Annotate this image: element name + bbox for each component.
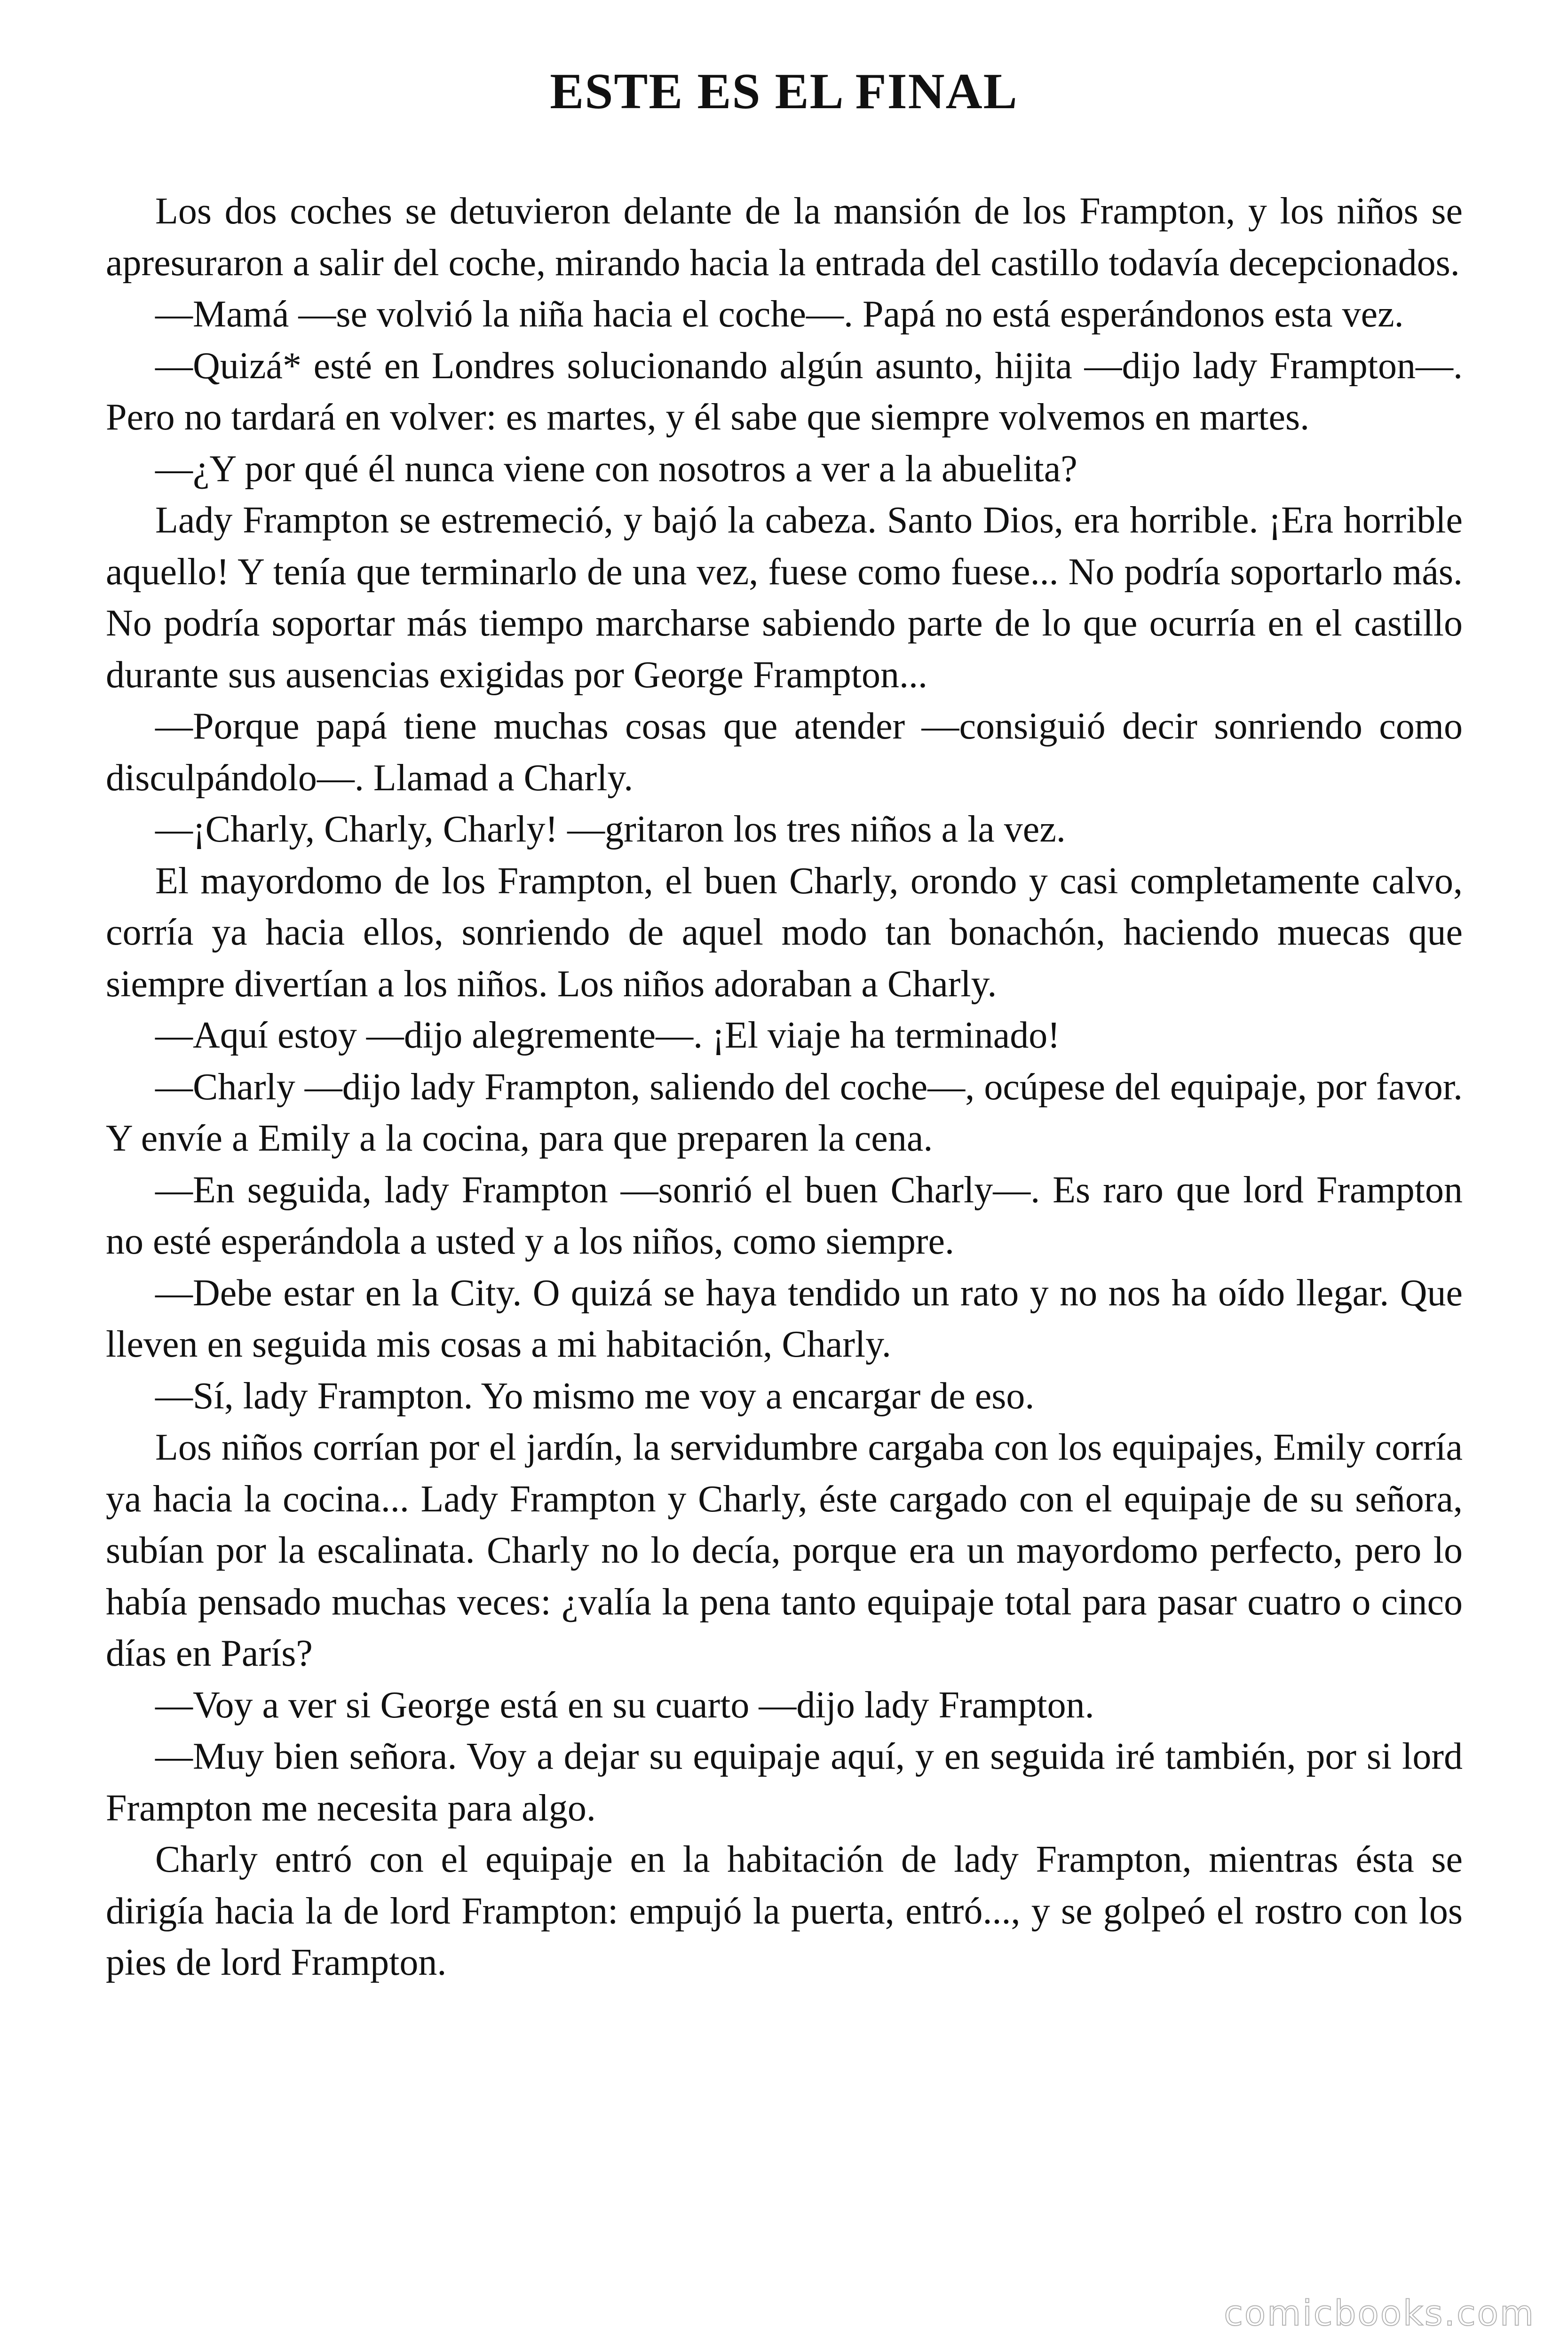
paragraph: —Mamá —se volvió la niña hacia el coche—. Papá no está esperándonos esta vez. <box>155 294 1404 335</box>
paragraph: Los dos coches se detuvieron delante de la mansión de los Frampton, y los niños se apresuraron a salir del coche, mirando hacia la entrada del castillo todavía decepcionados. <box>106 191 1463 284</box>
paragraph: El mayordomo de los Frampton, el buen Charly, orondo y casi completamente calvo, corría ya hacia ellos, sonriendo de aquel modo tan bonachón, haciendo muecas que siempre divertían a los niños. Los niños adoraban a Charly. <box>106 860 1463 1005</box>
paragraph: —¿Y por qué él nunca viene con nosotros a ver a la abuelita? <box>155 448 1077 490</box>
paragraph: —Muy bien señora. Voy a dejar su equipaje aquí, y en seguida iré también, por si lord Frampton me necesita para algo. <box>106 1736 1463 1829</box>
paragraph: Los niños corrían por el jardín, la servidumbre cargaba con los equipajes, Emily corría ya hacia la cocina... Lady Frampton y Charly, éste cargado con el equipaje de su señora, subían por la escalinata. Charly no lo decía, porque era un mayordomo perfecto, pero lo había pensado muchas veces: ¿valía la pena tanto equipaje total para pasar cuatro o cinco días en París? <box>106 1427 1463 1674</box>
page-title: ESTE ES EL FINAL <box>550 64 1018 119</box>
paragraph: —Debe estar en la City. O quizá se haya tendido un rato y no nos ha oído llegar. Que lleven en seguida mis cosas a mi habitación, Charly. <box>106 1272 1463 1365</box>
paragraph: —Voy a ver si George está en su cuarto —dijo lady Frampton. <box>155 1684 1094 1726</box>
paragraph: —¡Charly, Charly, Charly! —gritaron los tres niños a la vez. <box>155 809 1066 850</box>
paragraph: —En seguida, lady Frampton —sonrió el buen Charly—. Es raro que lord Frampton no esté esperándola a usted y a los niños, como siempre. <box>106 1169 1463 1262</box>
paragraph: —Sí, lady Frampton. Yo mismo me voy a encargar de eso. <box>155 1375 1035 1417</box>
paragraph: Lady Frampton se estremeció, y bajó la cabeza. Santo Dios, era horrible. ¡Era horrible aquello! Y tenía que terminarlo de una vez, fuese como fuese... No podría soportarlo más. No podría soportar más tiempo marcharse sabiendo parte de lo que ocurría en el castillo durante sus ausencias exigidas por George Frampton... <box>106 500 1463 696</box>
paragraph: —Aquí estoy —dijo alegremente—. ¡El viaje ha terminado! <box>155 1015 1060 1056</box>
watermark: comicbooks.com <box>1224 2293 1535 2334</box>
paragraph: —Porque papá tiene muchas cosas que atender —consiguió decir sonriendo como disculpándolo—. Llamad a Charly. <box>106 706 1463 799</box>
paragraph: Charly entró con el equipaje en la habitación de lady Frampton, mientras ésta se dirigía hacia la de lord Frampton: empujó la puerta, entró..., y se golpeó el rostro con los pies de lord Frampton. <box>106 1839 1463 1983</box>
paragraph: —Charly —dijo lady Frampton, saliendo del coche—, ocúpese del equipaje, por favor. Y envíe a Emily a la cocina, para que preparen la cena. <box>106 1066 1463 1159</box>
paragraph: —Quizá* esté en Londres solucionando algún asunto, hijita —dijo lady Frampton—. Pero no tardará en volver: es martes, y él sabe que siempre volvemos en martes. <box>106 345 1463 438</box>
body-text <box>106 186 1463 1989</box>
